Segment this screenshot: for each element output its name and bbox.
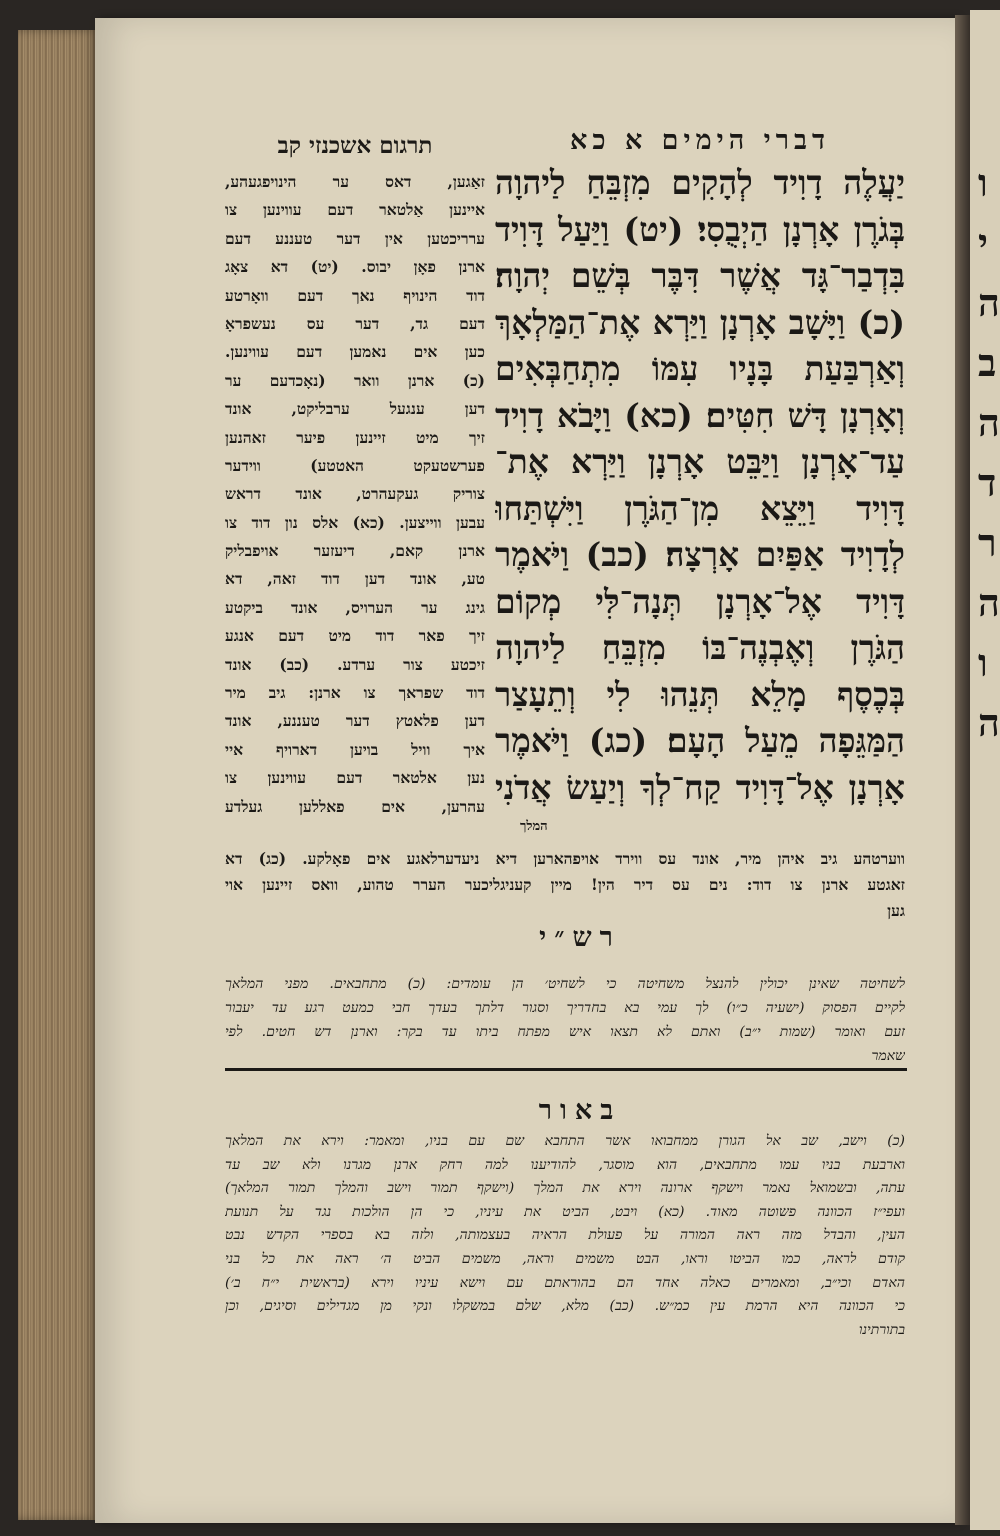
facing-page-glyph: ב bbox=[978, 340, 997, 385]
targum-line: זאַגען, דאס ער הינויפגעהע, bbox=[225, 172, 485, 191]
facing-page-glyph: ו bbox=[978, 160, 988, 205]
targum-line: עהרען, אים פאללען געלדע bbox=[225, 796, 485, 816]
targum-line: גען bbox=[887, 901, 905, 920]
main-hebrew-text bbox=[495, 160, 905, 811]
targum-line: דען פלאטץ דער טעננע, אונד bbox=[225, 711, 485, 731]
rashi-line: זעם ואומר (שמות י״ב) ואתם לא תצאו איש מפתח ביתו עד בקר: וארנן דש חטים. לפי bbox=[225, 1024, 905, 1040]
targum-line: גינג ער הערויס, אונד ביקטע bbox=[225, 597, 485, 617]
main-text-line: הַגֹּרֶן וְאֶבְנֶה־בּוֹ מִזְבֵּחַ לַיהוָה bbox=[495, 628, 905, 667]
rashi-heading: רש״י bbox=[539, 922, 621, 953]
biur-line: האדם וכי״ב, ומאמרים כאלה אחד הם בהוראתם עם וישא עיניו וירא (בראשית י״ח ב׳) bbox=[225, 1274, 905, 1291]
main-text-line: אָרְנָן אֶל־דָּוִיד קַח־לְךָ וְיַעַשׂ אֲדֹנִי bbox=[495, 767, 905, 807]
targum-line: צוריק געקעהרט, אונד דראש bbox=[225, 484, 485, 504]
biur-line: בתורתינו bbox=[858, 1321, 905, 1338]
targum-line: דען ענגעל ערבליקט, אונד bbox=[225, 399, 485, 419]
targum-line: ווערטהע גיב איהן מיר, אונד עס ווירד אויפהארען דיא ניעדערלאגע אים פאָלקע. (כג) דא bbox=[225, 849, 905, 868]
biur-line: קודם לראה, כמו הביטו וראו, הבט משמים וראה, משמים הביט ה׳ ראה את כל בני bbox=[225, 1250, 905, 1267]
main-text-line: (כ) וַיָּשָׁב אָרְנָן וַיַּרְא אֶת־הַמַּלְאָךְ bbox=[495, 302, 905, 342]
running-header-book: דברי הימים א כא bbox=[570, 125, 830, 156]
main-text-line: לְדָוִיד אַפַּיִם אָרְצָה׃ (כב) וַיֹּאמֶר bbox=[495, 535, 905, 574]
targum-continuation bbox=[225, 846, 905, 924]
biur-line: ועפי״ז הכוונה פשוטה מאוד. (כא) ויבט, הביט את עיניו, כי הן הולכות נגד על תנועת bbox=[225, 1203, 905, 1220]
targum-line: איך וויל בויען דארויף איי bbox=[225, 739, 485, 759]
section-divider bbox=[225, 1068, 907, 1071]
catchword: המלך bbox=[520, 819, 548, 834]
facing-page-edge bbox=[970, 10, 1000, 1530]
targum-line: ערריכטען אין דער טעננע דעם bbox=[225, 228, 485, 248]
targum-line: זאגטע ארנן צו דוד: נים עס דיר הין! מיין קעניגליכער הערר טהוע, וואס זיינען אוי bbox=[225, 875, 905, 894]
main-text-line: הַמַּגֵּפָה מֵעַל הָעָם׃ (כג) וַיֹּאמֶר bbox=[495, 721, 905, 760]
facing-page-glyph: ה bbox=[978, 280, 1000, 325]
targum-line: זיכטע צור ערדע. (כב) אונד bbox=[225, 654, 485, 674]
rashi-line: שאמר bbox=[871, 1048, 905, 1064]
facing-page-glyph: י bbox=[978, 220, 988, 265]
biur-line: כי הכוונה היא הרמת עין כמ״ש. (כב) מלא, שלם במשקלו ונקי מן מגדילים וסיגים, וכן bbox=[225, 1298, 905, 1315]
rashi-line: לקיים הפסוק (ישעיה כ״ו) לך עמי בא בחדריך וסגור דלתך בעדך חבי כמעט רגע עד יעבור bbox=[225, 1000, 905, 1016]
biur-line: (כ) וישב, שב אל הגורן ממחבואו אשר התחבא שם עם בניו, ומאמר: וירא את המלאך bbox=[225, 1133, 905, 1149]
targum-line: ארנן פאָן יבוס. (יט) דא צאָג bbox=[225, 257, 485, 277]
biur-line: וארבעת בניו עמו מתחבאים, הוא מוסגר, להודיענו למה רחק ארנן מגרנו ולא שב עד bbox=[225, 1156, 905, 1173]
biur-line: עתה, ובשמואל נאמר וישקף ארונה וירא את המלך (וישקף תמור וישב והמלך תמור המלאך) bbox=[225, 1180, 905, 1197]
main-text-line: יַעֲלֶה דָוִיד לְהָקִים מִזְבֵּחַ לַיהוָה bbox=[495, 163, 905, 202]
targum-line: עבען ווייצען. (כא) אלס נון דוד צו bbox=[225, 512, 485, 532]
rashi-line: לשחיטה שאינן יכולין להנצל משחיטה כי לשחיט׳ הן עומדים: (כ) מתחבאים. מפני המלאך bbox=[225, 976, 905, 992]
targum-line: טע, אונד דען דוד זאה, דא bbox=[225, 569, 485, 589]
main-text-line: וְאַרְבַּעַת בָּנָיו עִמּוֹ מִתְחַבְּאִים bbox=[495, 349, 905, 388]
book-page-edges bbox=[18, 30, 98, 1520]
targum-line: דעם גד, דער עס נעשפראָ bbox=[225, 313, 485, 333]
biur-heading: באור bbox=[538, 1095, 622, 1126]
targum-line: (כ) ארנן וואר (נאָכדעם ער bbox=[225, 370, 485, 390]
targum-line: דוד הינויף נאך דעם וואָרטע bbox=[225, 285, 485, 305]
facing-page-glyph: ד bbox=[978, 460, 997, 505]
targum-line: איינען אַלטאר דעם עווינען צו bbox=[225, 200, 485, 220]
facing-page-glyph: ה bbox=[978, 700, 1000, 745]
targum-line: פערשטעקט האטטע) ווידער bbox=[225, 455, 485, 475]
facing-page-glyph: ה bbox=[978, 580, 1000, 625]
targum-column bbox=[225, 168, 485, 821]
targum-line: נען אלטאר דעם עווינען צו bbox=[225, 768, 485, 788]
facing-page-glyph: ה bbox=[978, 400, 1000, 445]
targum-line: זיך מיט זיינען פיער זאהנען bbox=[225, 427, 485, 447]
biur-line: העין, והבדל מזה ראה המורה על פעולת הראיה בעצמותה, ולזה בא בספרי הקדש נבט bbox=[225, 1227, 905, 1244]
main-text-line: עַד־אָרְנָן וַיַּבֵּט אָרְנָן וַיַּרְא אֶת־ bbox=[495, 442, 905, 481]
targum-line: דוד שפראך צו ארנן: גיב מיר bbox=[225, 683, 485, 703]
main-text-line: בְּגֹרֶן אָרְנָן הַיְבֻסִי׃ (יט) וַיַּעַל דָּוִיד bbox=[495, 209, 905, 249]
running-header-targum: תרגום אשכנזי קב bbox=[277, 132, 433, 159]
targum-line: זיך פאר דוד מיט דעם אנגע bbox=[225, 626, 485, 646]
main-text-line: דָּוִיד אֶל־אָרְנָן תְּנָה־לִּי מְקוֹם bbox=[495, 581, 905, 621]
main-text-line: בִּדְבַר־גָּד אֲשֶׁר דִּבֶּר בְּשֵׁם יְהוָה׃ bbox=[495, 256, 905, 295]
main-text-line: דָּוִיד וַיֵּצֵא מִן־הַגֹּרֶן וַיִּשְׁתַּחוּ bbox=[495, 488, 905, 528]
biur-commentary bbox=[225, 1130, 905, 1342]
targum-line: כען אים נאמען דעם עווינען. bbox=[225, 342, 485, 362]
main-text-line: וְאָרְנָן דָּשׁ חִטִּים׃ (כא) וַיָּבֹא דָוִיד bbox=[495, 395, 905, 435]
facing-page-glyph: ר bbox=[978, 520, 997, 565]
main-text-line: בְּכֶסֶף מָלֵא תְּנֵהוּ לִי וְתֵעָצַר bbox=[495, 674, 905, 714]
rashi-commentary bbox=[225, 972, 905, 1068]
facing-page-glyph: ו bbox=[978, 640, 988, 685]
targum-line: ארנן קאם, דיעזער אויפבליק bbox=[225, 541, 485, 561]
